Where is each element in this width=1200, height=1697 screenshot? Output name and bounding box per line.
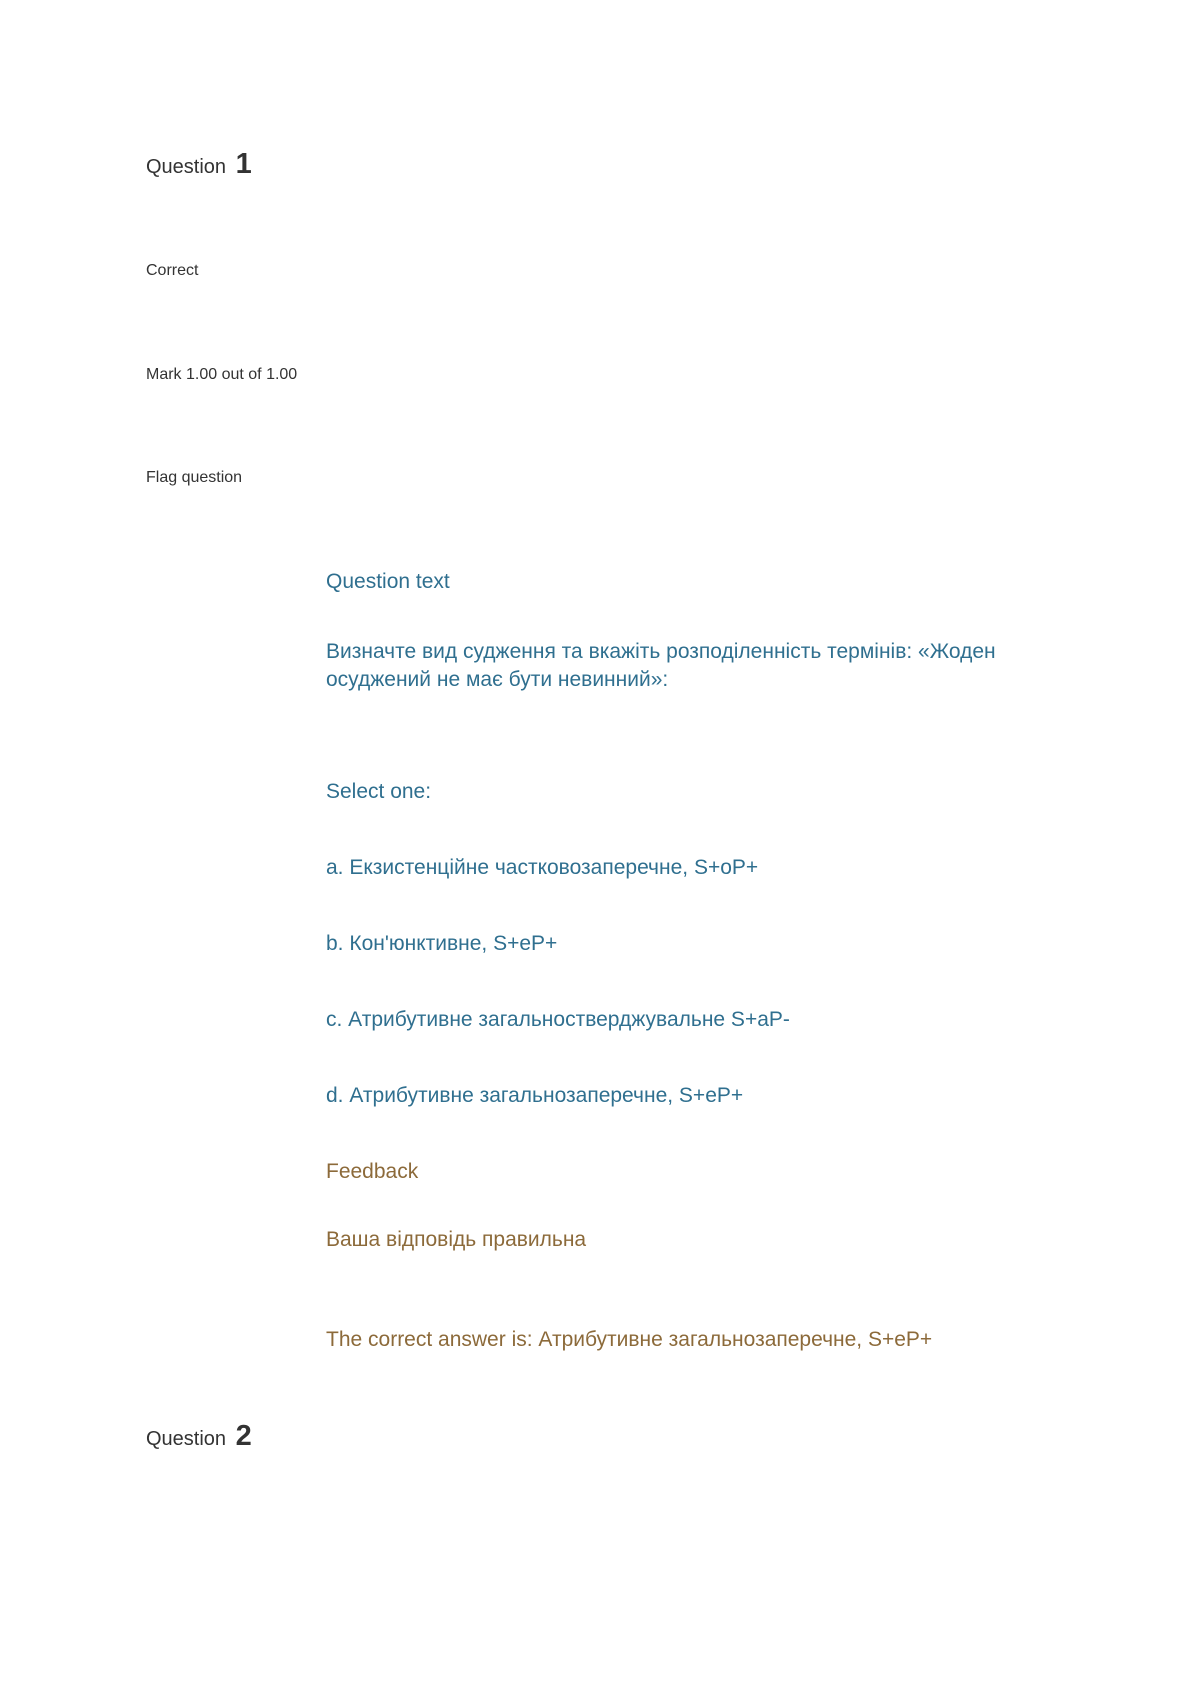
answer-option-d[interactable]: d. Атрибутивне загальнозаперечне, S+eP+ xyxy=(326,1084,744,1107)
flag-question-link[interactable]: Flag question xyxy=(146,469,243,486)
answer-option-b[interactable]: b. Кон'юнктивне, S+eP+ xyxy=(326,932,558,955)
question-text: Визначте вид судження та вкажіть розподіленність термінів: «Жоден осуджений не має бути невинний»: xyxy=(326,640,996,691)
question-2-title xyxy=(146,1420,252,1453)
correct-answer-text: The correct answer is: Атрибутивне загальнозаперечне, S+eP+ xyxy=(326,1328,933,1351)
feedback-heading: Feedback xyxy=(326,1160,419,1183)
question-state: Correct xyxy=(146,262,199,279)
question-mark: Mark 1.00 out of 1.00 xyxy=(146,366,298,383)
question-number: 2 xyxy=(235,1420,252,1452)
answer-option-a[interactable]: a. Екзистенційне частковозаперечне, S+oP+ xyxy=(326,856,759,879)
answer-option-c[interactable]: c. Атрибутивне загальностверджувальне S+aP- xyxy=(326,1008,790,1031)
question-1-title xyxy=(146,148,252,181)
question-number: 1 xyxy=(235,148,252,180)
feedback-text: Ваша відповідь правильна xyxy=(326,1228,587,1251)
select-one-prompt: Select one: xyxy=(326,780,432,803)
question-text-heading: Question text xyxy=(326,570,450,593)
question-label: Question xyxy=(146,156,227,178)
question-label: Question xyxy=(146,1428,227,1450)
